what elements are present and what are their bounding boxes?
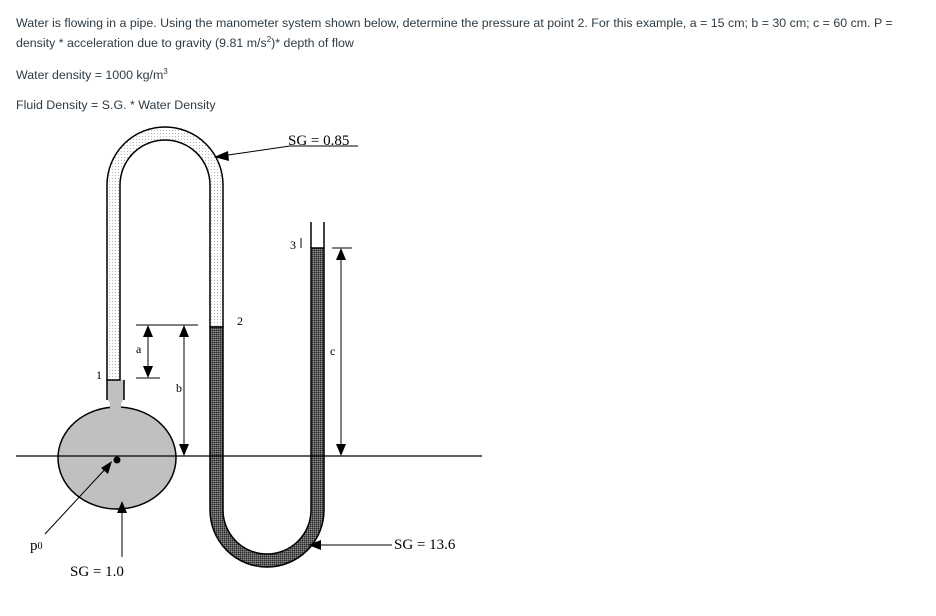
dim-c-label: c: [330, 344, 336, 358]
water-pipe: [58, 380, 176, 509]
exponent: 2: [266, 34, 272, 44]
point-2-label: 2: [237, 314, 243, 328]
problem-text: Water is flowing in a pipe. Using the manometer system shown below, determine the pressure at point 2. For this example, a = 15 cm; b = 30 cm; c = 60 cm. P = density * acceleration due to gravity (9.81 m/s: [16, 16, 893, 50]
dim-b-label: b: [176, 381, 182, 395]
water-density-text: Water density = 1000 kg/m: [16, 68, 164, 82]
label-sg-water: SG = 1.0: [70, 564, 124, 580]
point-3-label: 3: [290, 238, 296, 252]
dim-a-label: a: [136, 342, 142, 356]
label-sg-mercury: SG = 13.6: [394, 537, 456, 553]
label-p0-main: p: [30, 538, 38, 554]
oil-manometer: [107, 127, 223, 380]
fluid-density-line: Fluid Density = S.G. * Water Density: [16, 98, 216, 112]
label-sg-oil: SG = 0.85: [288, 133, 350, 149]
point-1-label: 1: [96, 368, 102, 382]
label-p0-sub: 0: [37, 541, 43, 552]
problem-text-end: )* depth of flow: [271, 36, 354, 50]
label-p0: [30, 538, 43, 554]
dimension-a: [136, 325, 198, 378]
water-density-exponent: 3: [163, 66, 168, 76]
mercury-manometer: [210, 222, 324, 567]
